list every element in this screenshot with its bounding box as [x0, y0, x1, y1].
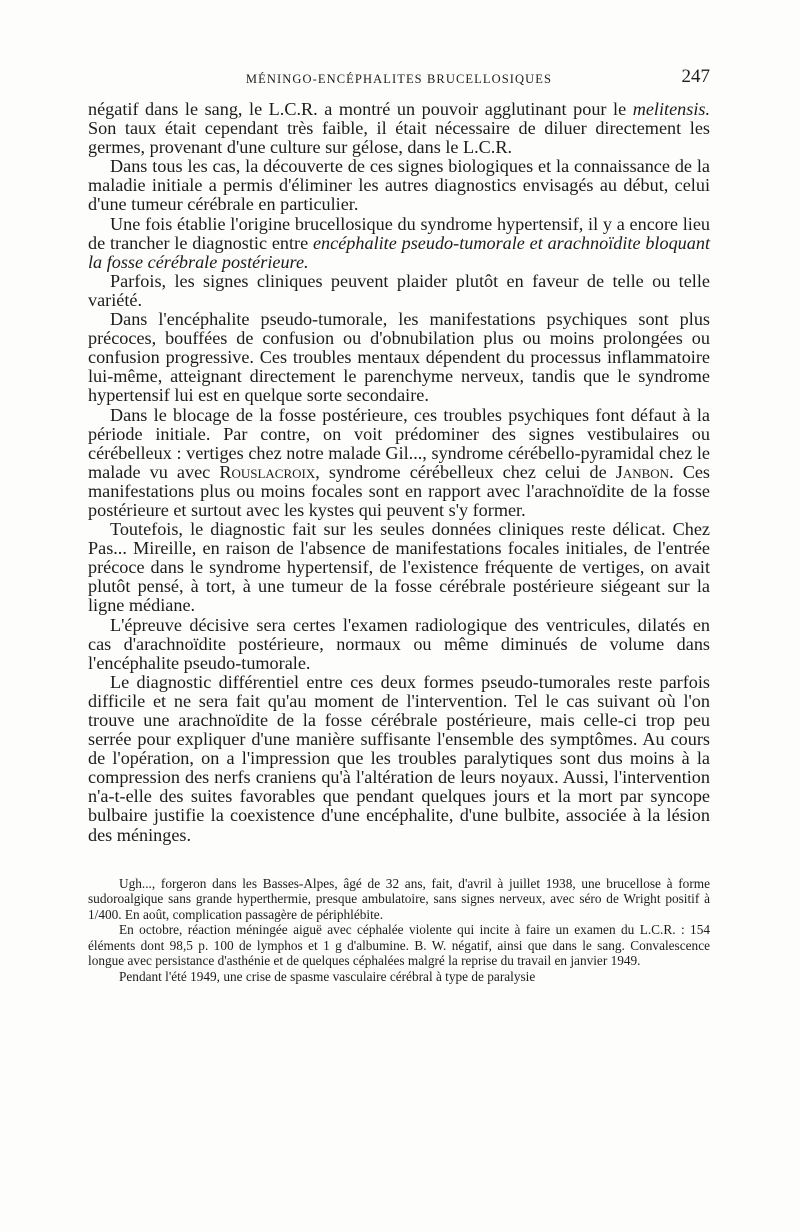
case-report — [88, 876, 710, 985]
author-name-janbon: Janbon. — [615, 461, 674, 482]
paragraph-9: Le diagnostic différentiel entre ces deux formes pseudo-tumorales reste parfois difficile et ne sera fait qu'au moment de l'intervention. Tel le cas suivant où l'on trouve une arachnoïdite de la fosse cérébrale postérieure, mais celle-ci trop peu serrée pour expliquer d'une manière suffisante l'ensemble des symptômes. Au cours de l'opération, on a l'impression que les troubles paralytiques sont dus moins à la compression des nerfs craniens qu'à l'altération de leurs noyaux. Aussi, l'intervention n'a-t-elle des suites favorables que pendant quelques jours et la mort par syncope bulbaire justifie la coexistence d'une encéphalite, d'une bulbite, associée à la lésion des méninges. — [88, 671, 710, 845]
running-header — [88, 66, 710, 92]
page-number: 247 — [681, 66, 710, 87]
paragraph-6-text-b: syndrome cérébelleux chez celui de — [319, 461, 616, 482]
paragraph-1-text: négatif dans le sang, le L.C.R. a montré un pouvoir agglutinant pour le — [88, 99, 633, 119]
paragraph-8: L'épreuve décisive sera certes l'examen radiologique des ventricules, dilatés en cas d'arachnoïdite postérieure, normaux ou même diminués de volume dans l'encéphalite pseudo-tumorale. — [88, 614, 710, 673]
case-paragraph-1: Ugh..., forgeron dans les Basses-Alpes, âgé de 32 ans, fait, d'avril à juillet 1938, une brucellose à forme sudoroalgique sans grande hyperthermie, presque ambulatoire, sans signes nerveux, avec séro de Wright positif à 1/400. En août, complication passagère de périphlébite. — [88, 875, 710, 922]
author-name-rouslacroix: Rouslacroix, — [219, 461, 320, 482]
paragraph-5: Dans l'encéphalite pseudo-tumorale, les manifestations psychiques sont plus précoces, bouffées de confusion ou d'obnubilation plus ou moins prolongées ou confusion progressive. Ces troubles mentaux dépendent du processus inflammatoire lui-même, atteignant directement le parenchyme nerveux, tandis que le syndrome hypertensif lui est en quelque sorte secondaire. — [88, 309, 710, 406]
page — [88, 66, 710, 984]
paragraph-6 — [88, 406, 710, 521]
paragraph-3-text: Une fois établie l'origine brucellosique du syndrome hypertensif, il y a encore lieu de trancher le diagnostic entre — [88, 213, 710, 253]
paragraph-3 — [88, 215, 710, 272]
paragraph-7: Toutefois, le diagnostic fait sur les seules données cliniques reste délicat. Chez Pas... Mireille, en raison de l'absence de manifestations focales initiales, de l'entrée précoce dans le syndrome hypertensif, de l'existence fréquente de vertiges, on avait plutôt pensé, à tort, à une tumeur de la fosse cérébrale postérieure siégeant sur la ligne médiane. — [88, 519, 710, 616]
paragraph-4: Parfois, les signes cliniques peuvent plaider plutôt en faveur de telle ou telle variété. — [88, 270, 710, 310]
paragraph-6-text-a: Dans le blocage de la fosse postérieure, ces troubles psychiques font défaut à la période initiale. Par contre, on voit prédominer des signes vestibulaires ou cérébelleux : vertiges chez notre malade Gil..., syndrome cérébello-pyramidal chez le malade vu avec — [88, 404, 710, 482]
paragraph-1 — [88, 100, 710, 157]
case-paragraph-2: En octobre, réaction méningée aiguë avec céphalée violente qui incite à faire un examen du L.C.R. : 154 éléments dont 98,5 p. 100 de lymphos et 1 g d'albumine. B. W. négatif, ainsi que dans le sang. Convalescence longue avec persistance d'asthénie et de quelques céphalées malgré la reprise du travail en janvier 1949. — [88, 922, 710, 969]
paragraph-1-rest: Son taux était cependant très faible, il était nécessaire de diluer directement les germes, provenant d'une culture sur gélose, dans le L.C.R. — [88, 118, 710, 158]
body-text — [88, 100, 710, 845]
case-paragraph-3: Pendant l'été 1949, une crise de spasme vasculaire cérébral à type de paralysie — [119, 968, 536, 984]
running-title: MÉNINGO-ENCÉPHALITES BRUCELLOSIQUES — [245, 72, 553, 86]
paragraph-6-text-c: Ces manifestations plus ou moins focales sont en rapport avec l'arachnoïdite de la fosse postérieure et surtout avec les kystes qui peuvent s'y former. — [88, 461, 711, 520]
paragraph-3-italic: encéphalite pseudo-tumorale et arachnoïdite bloquant la fosse cérébrale postérieure. — [88, 232, 711, 272]
paragraph-1-italic: melitensis. — [632, 99, 710, 119]
paragraph-2: Dans tous les cas, la découverte de ces signes biologiques et la connaissance de la maladie initiale a permis d'éliminer les autres diagnostics envisagés au début, celui d'une tumeur cérébrale en particulier. — [88, 156, 710, 215]
